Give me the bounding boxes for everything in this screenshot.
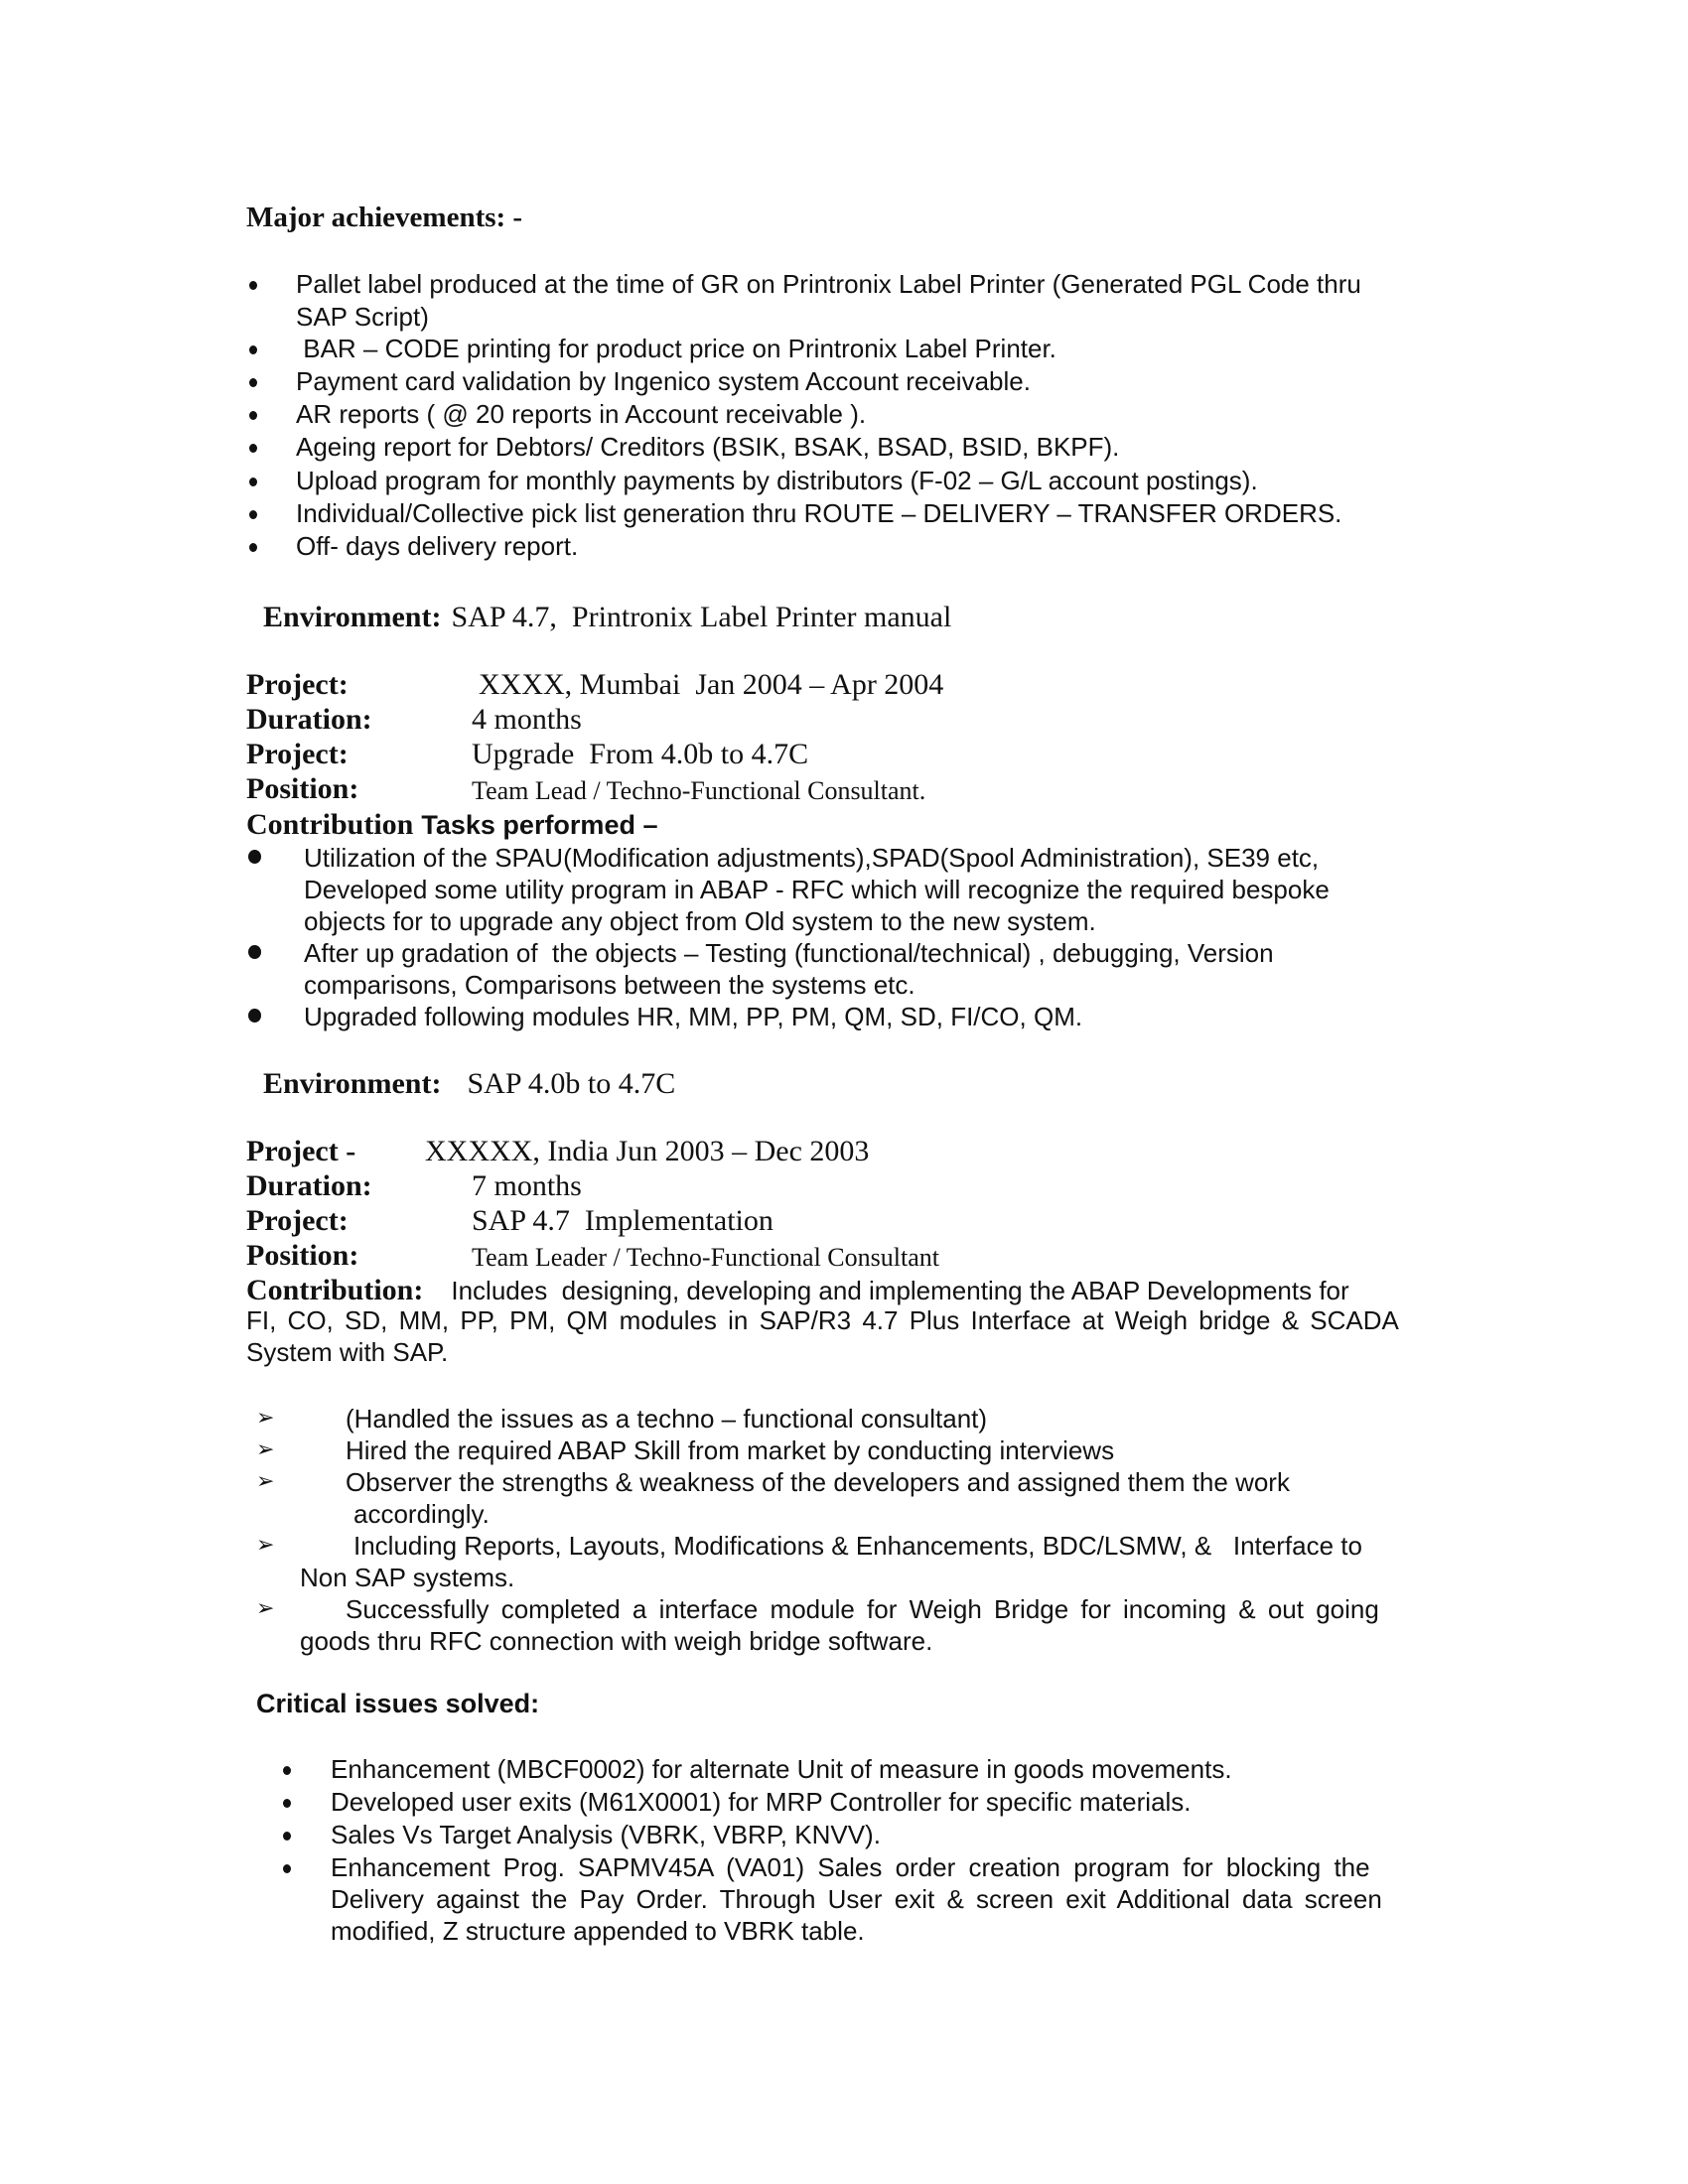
bullet-icon xyxy=(248,945,261,959)
list-item: BAR – CODE printing for product price on Printronix Label Printer. xyxy=(296,334,1056,363)
bullet-icon xyxy=(249,281,257,290)
contribution-heading-part: Contribution xyxy=(246,808,414,841)
task-item-continuation: Developed some utility program in ABAP - RFC which will recognize the required bespoke xyxy=(304,875,1330,904)
arrow-bullet-icon: ➢ xyxy=(256,1437,275,1462)
arrow-bullet-icon: ➢ xyxy=(256,1406,275,1431)
position-label: Position: xyxy=(246,772,359,805)
bullet-icon xyxy=(283,1766,291,1775)
arrow-list-item-continuation: goods thru RFC connection with weigh bridge software. xyxy=(300,1626,933,1656)
list-item-continuation: SAP Script) xyxy=(296,302,429,332)
major-achievements-heading: Major achievements: - xyxy=(246,202,523,233)
bullet-icon xyxy=(249,378,257,387)
arrow-list-item: (Handled the issues as a techno – functional consultant) xyxy=(346,1404,988,1433)
project-label: Project: xyxy=(246,1204,349,1237)
environment-value: SAP 4.7, Printronix Label Printer manual xyxy=(451,601,952,633)
bullet-icon xyxy=(283,1832,291,1841)
project-value: XXXX, Mumbai Jan 2004 – Apr 2004 xyxy=(479,668,944,701)
list-item: AR reports ( @ 20 reports in Account receivable ). xyxy=(296,399,867,429)
contribution-text-line-3: System with SAP. xyxy=(246,1337,449,1367)
arrow-bullet-icon: ➢ xyxy=(256,1533,275,1558)
bullet-icon xyxy=(249,510,257,519)
arrow-list-item: Observer the strengths & weakness of the developers and assigned them the work xyxy=(346,1467,1290,1497)
critical-issues-heading: Critical issues solved: xyxy=(256,1689,540,1718)
arrow-bullet-icon: ➢ xyxy=(256,1469,275,1494)
project-value: Upgrade From 4.0b to 4.7C xyxy=(472,738,809,770)
bullet-icon xyxy=(249,444,257,453)
list-item: Off- days delivery report. xyxy=(296,531,579,561)
task-item-continuation: objects for to upgrade any object from Old system to the new system. xyxy=(304,906,1096,936)
bullet-icon xyxy=(248,1009,261,1023)
environment-value: SAP 4.0b to 4.7C xyxy=(467,1067,676,1100)
list-item: Enhancement Prog. SAPMV45A (VA01) Sales order creation program for blocking the xyxy=(331,1852,1370,1882)
environment-line-1 xyxy=(263,603,951,632)
environment-line-2 xyxy=(263,1069,675,1099)
contribution-paragraph-line-1 xyxy=(246,1276,1438,1305)
list-item: Developed user exits (M61X0001) for MRP Controller for specific materials. xyxy=(331,1787,1192,1817)
bullet-icon xyxy=(249,345,257,354)
list-item: Sales Vs Target Analysis (VBRK, VBRP, KNVV). xyxy=(331,1820,881,1849)
environment-label: Environment: xyxy=(263,1067,442,1100)
contribution-text-line-2: FI, CO, SD, MM, PP, PM, QM modules in SAP/R3 4.7 Plus Interface at Weigh bridge & SCADA xyxy=(246,1305,1399,1335)
task-item-continuation: comparisons, Comparisons between the systems etc. xyxy=(304,970,915,1000)
list-item: Enhancement (MBCF0002) for alternate Unit of measure in goods movements. xyxy=(331,1754,1232,1784)
bullet-icon xyxy=(249,543,257,552)
task-item: Upgraded following modules HR, MM, PP, PM, QM, SD, FI/CO, QM. xyxy=(304,1002,1083,1031)
bullet-icon xyxy=(283,1799,291,1808)
list-item-continuation: modified, Z structure appended to VBRK table. xyxy=(331,1916,865,1946)
project-value: XXXXX, India Jun 2003 – Dec 2003 xyxy=(425,1135,870,1167)
list-item: Ageing report for Debtors/ Creditors (BSIK, BSAK, BSAD, BSID, BKPF). xyxy=(296,432,1120,462)
contribution-label: Contribution: xyxy=(246,1274,424,1306)
bullet-icon xyxy=(248,850,261,864)
bullet-icon xyxy=(249,411,257,420)
list-item: Individual/Collective pick list generation thru ROUTE – DELIVERY – TRANSFER ORDERS. xyxy=(296,498,1342,528)
project-value: SAP 4.7 Implementation xyxy=(472,1204,774,1237)
arrow-list-item: Successfully completed a interface module for Weigh Bridge for incoming & out going xyxy=(346,1594,1379,1624)
list-item-continuation: Delivery against the Pay Order. Through User exit & screen exit Additional data screen xyxy=(331,1884,1382,1914)
position-value: Team Leader / Techno-Functional Consultant xyxy=(472,1243,939,1272)
tasks-performed-heading: Tasks performed – xyxy=(421,810,658,840)
list-item: Pallet label produced at the time of GR on Printronix Label Printer (Generated PGL Code thru xyxy=(296,269,1361,299)
task-item: After up gradation of the objects – Testing (functional/technical) , debugging, Version xyxy=(304,938,1274,968)
duration-label: Duration: xyxy=(246,1169,372,1202)
position-value: Team Lead / Techno-Functional Consultant. xyxy=(472,776,926,805)
arrow-list-item-continuation: Non SAP systems. xyxy=(300,1563,515,1592)
position-label: Position: xyxy=(246,1239,359,1272)
duration-value: 4 months xyxy=(472,703,582,736)
contribution-text: Includes designing, developing and implementing the ABAP Developments for xyxy=(451,1276,1349,1305)
task-item: Utilization of the SPAU(Modification adjustments),SPAD(Spool Administration), SE39 etc, xyxy=(304,843,1320,873)
arrow-list-item: Including Reports, Layouts, Modifications & Enhancements, BDC/LSMW, & Interface to xyxy=(353,1531,1362,1561)
list-item: Payment card validation by Ingenico system Account receivable. xyxy=(296,366,1031,396)
arrow-list-item: Hired the required ABAP Skill from market by conducting interviews xyxy=(346,1435,1115,1465)
duration-label: Duration: xyxy=(246,703,372,736)
arrow-bullet-icon: ➢ xyxy=(256,1596,275,1621)
arrow-list-item-continuation: accordingly. xyxy=(353,1499,490,1529)
bullet-icon xyxy=(249,478,257,486)
contribution-tasks-heading xyxy=(246,810,657,840)
environment-label: Environment: xyxy=(263,601,442,633)
list-item: Upload program for monthly payments by distributors (F-02 – G/L account postings). xyxy=(296,466,1258,495)
project-label: Project: xyxy=(246,738,349,770)
project-label: Project: xyxy=(246,668,349,701)
project-label: Project - xyxy=(246,1135,356,1167)
duration-value: 7 months xyxy=(472,1169,582,1202)
bullet-icon xyxy=(283,1864,291,1873)
